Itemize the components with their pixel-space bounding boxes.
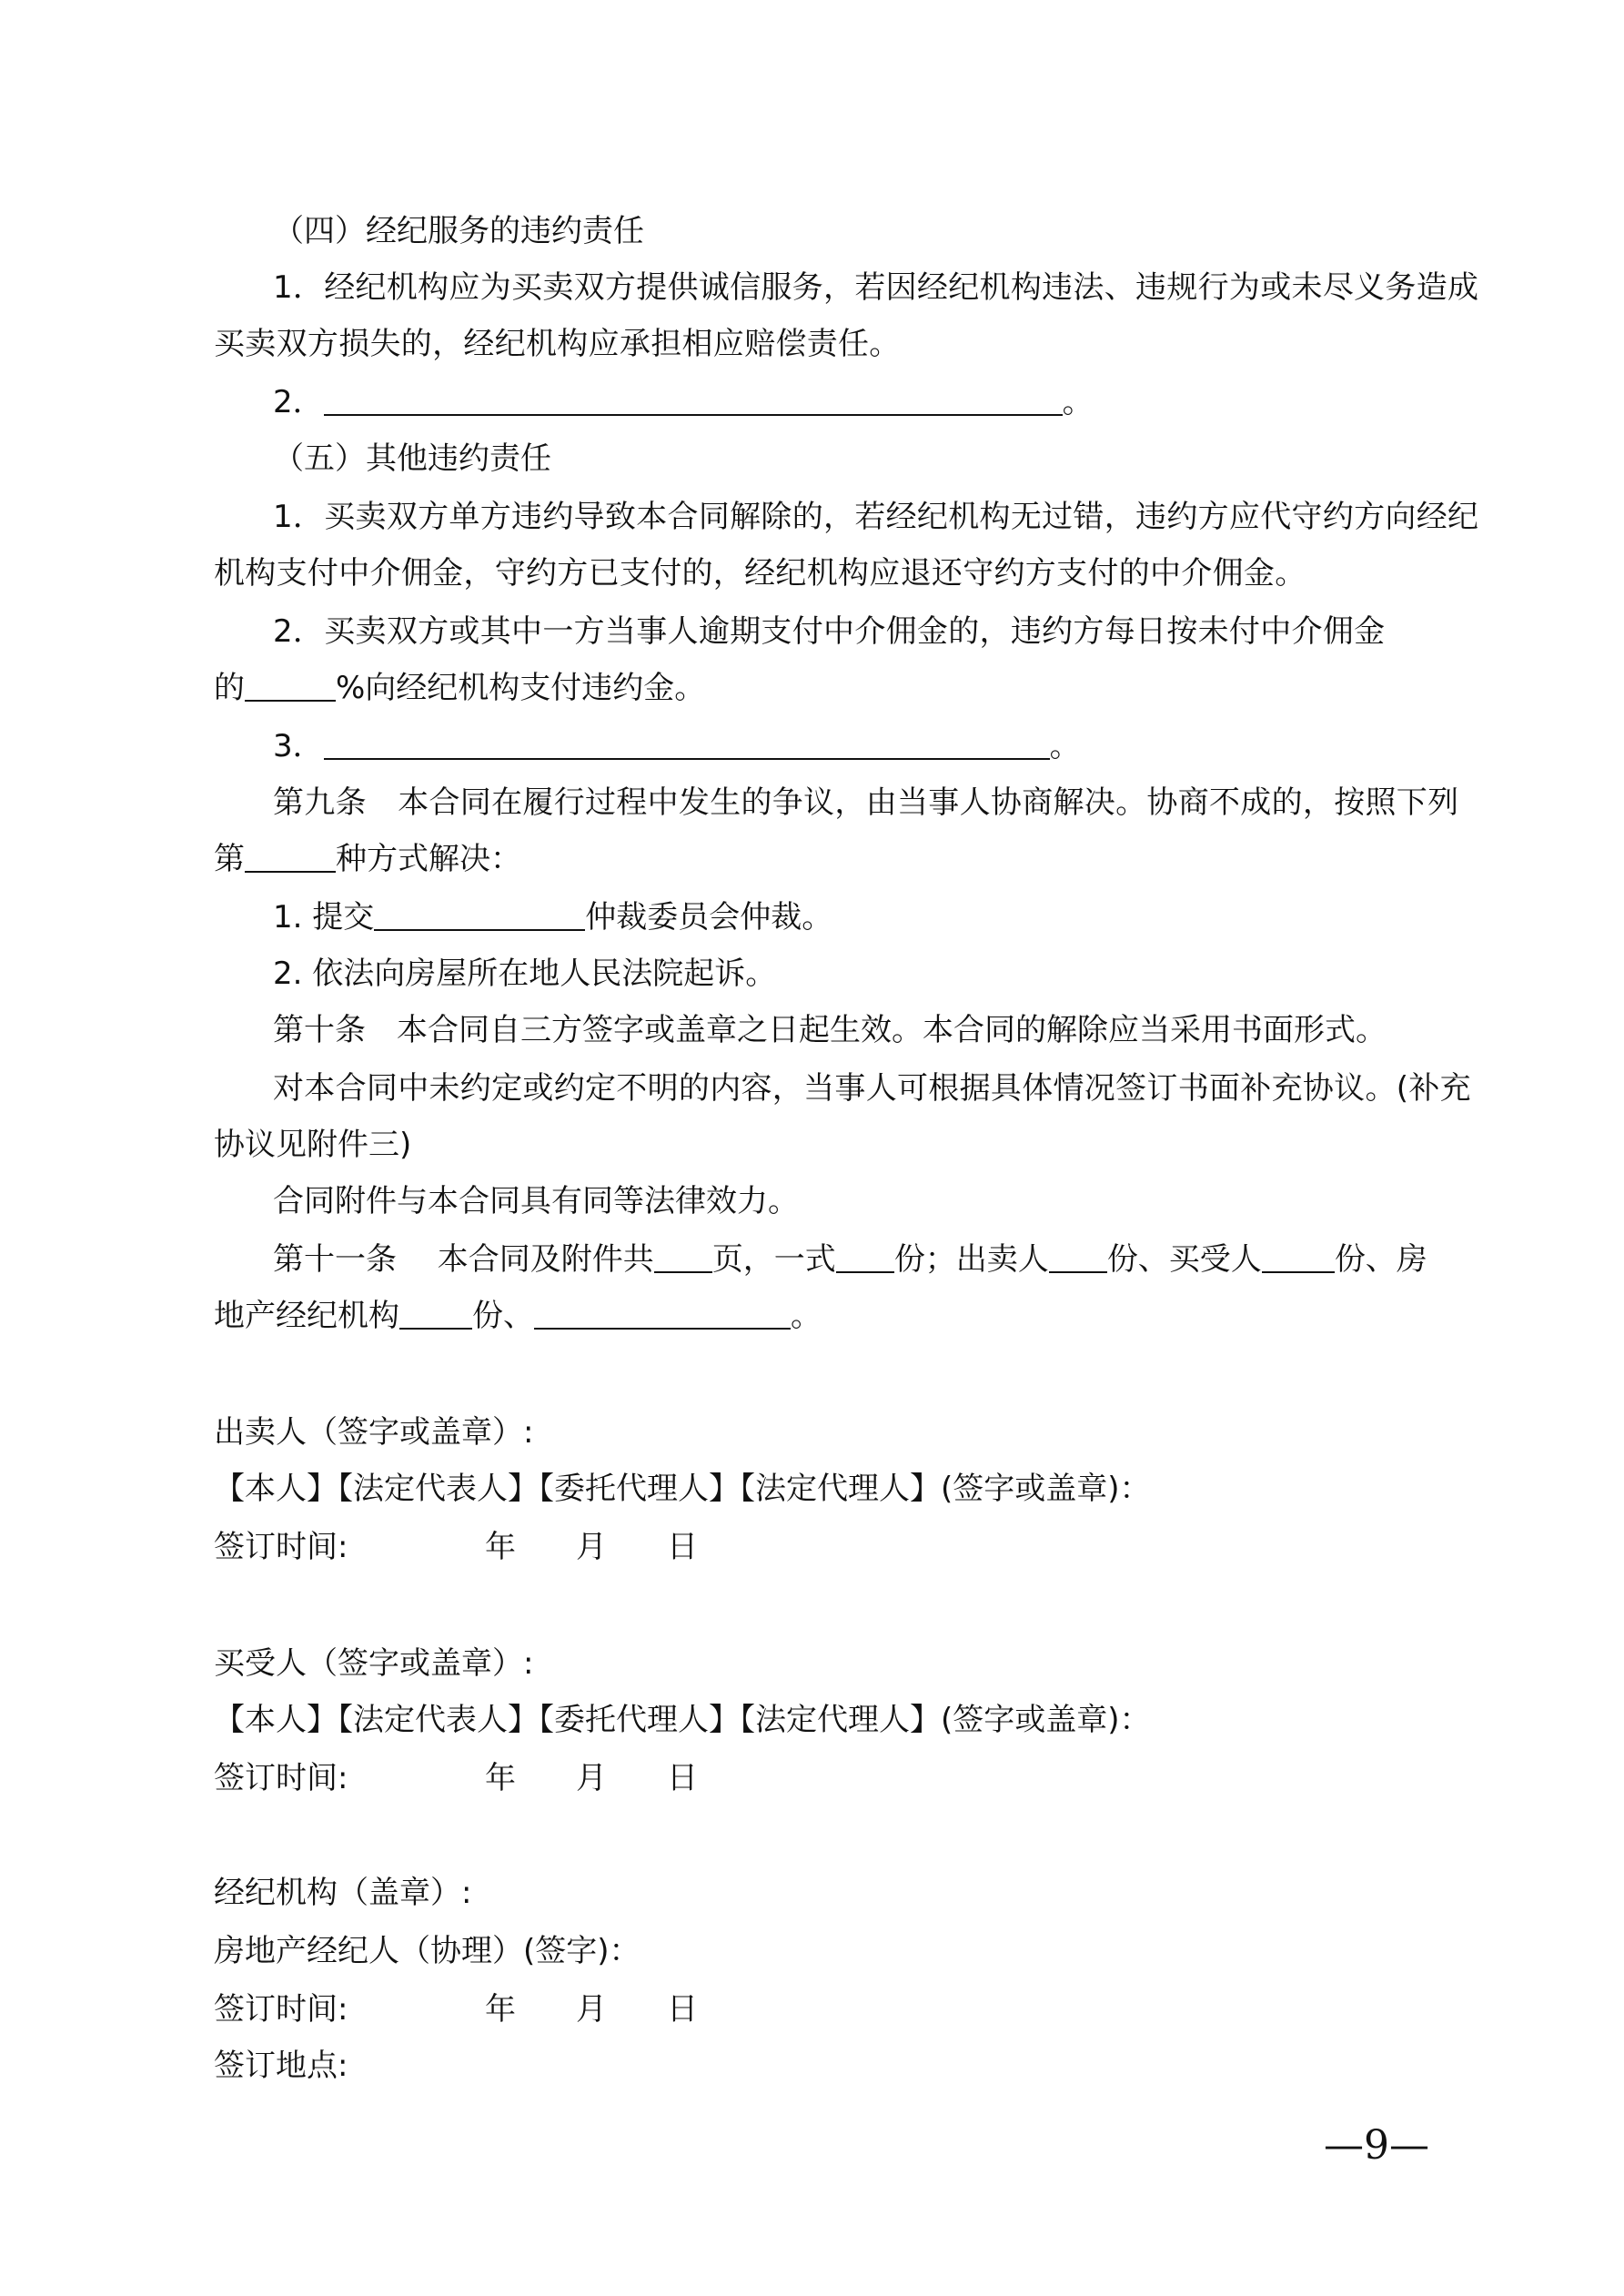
text: 份、买受人 — [1106, 1241, 1262, 1278]
fill-in-line — [273, 897, 832, 937]
article-line: 第十条 本合同自三方签字或盖章之日起生效。本合同的解除应当采用书面形式。 — [273, 1012, 1387, 1048]
text: 第十一条 本合同及附件共 — [273, 1241, 654, 1278]
blank-field[interactable] — [1262, 1244, 1335, 1273]
paragraph-line: 1．经纪机构应为买卖双方提供诚信服务，若因经纪机构违法、违规行为或未尽义务造成 — [273, 269, 1479, 306]
fill-in-line — [214, 1296, 822, 1336]
day-label: 日 — [667, 1760, 698, 1796]
blank-field[interactable] — [1049, 1244, 1107, 1273]
month-label: 月 — [576, 1760, 607, 1796]
paragraph-line: 对本合同中未约定或约定不明的内容，当事人可根据具体情况签订书面补充协议。(补充 — [273, 1070, 1471, 1107]
text: 页，一式 — [711, 1241, 836, 1278]
month-label: 月 — [576, 1529, 607, 1565]
paragraph-line: 机构支付中介佣金，守约方已支付的，经纪机构应退还守约方支付的中介佣金。 — [214, 555, 1306, 592]
blank-field[interactable] — [534, 1300, 791, 1330]
blank-field[interactable] — [245, 844, 336, 873]
section-heading: （五）其他违约责任 — [273, 440, 551, 477]
buyer-role-options: 【本人】【法定代表人】【委托代理人】【法定代理人】(签字或盖章)： — [214, 1702, 1151, 1738]
seller-signature-label: 出卖人（签字或盖章）: — [214, 1414, 534, 1451]
buyer-signature-label: 买受人（签字或盖章）: — [214, 1645, 534, 1682]
text: %向经纪机构支付违约金。 — [336, 670, 706, 706]
seller-date-row — [214, 1527, 698, 1567]
agent-signature-label: 房地产经纪人（协理）(签字)： — [214, 1933, 641, 1969]
paragraph-line: 1．买卖双方单方违约导致本合同解除的，若经纪机构无过错，违约方应代守约方向经纪 — [273, 499, 1479, 535]
section-heading: （四）经纪服务的违约责任 — [273, 213, 644, 249]
item-number: 2． — [273, 384, 324, 420]
text: 仲裁委员会仲裁。 — [585, 899, 833, 936]
text: 。 — [791, 1298, 822, 1334]
text: 份；出卖人 — [893, 1241, 1049, 1278]
text: 的 — [214, 670, 245, 706]
text: 第 — [214, 841, 245, 877]
month-label: 月 — [576, 1991, 607, 2028]
item-number: 3． — [273, 728, 324, 764]
buyer-date-row — [214, 1758, 698, 1798]
text: 份、房 — [1334, 1241, 1427, 1278]
blank-field[interactable] — [654, 1244, 712, 1273]
blank-field[interactable] — [374, 902, 585, 931]
blank-field[interactable] — [324, 731, 1050, 760]
fill-in-line — [273, 726, 1081, 766]
day-label: 日 — [667, 1529, 698, 1565]
date-label: 签订时间: — [214, 1760, 348, 1796]
paragraph-line: 2. 依法向房屋所在地人民法院起诉。 — [273, 956, 777, 992]
blank-field[interactable] — [245, 673, 336, 702]
year-label: 年 — [485, 1529, 516, 1565]
text: 1. 提交 — [273, 899, 375, 936]
date-label: 签订时间: — [214, 1529, 348, 1565]
signing-place-label: 签订地点: — [214, 2048, 348, 2084]
agency-seal-label: 经纪机构（盖章）: — [214, 1875, 472, 1911]
fill-in-line — [273, 1239, 1427, 1279]
fill-in-line — [214, 839, 521, 879]
blank-field[interactable] — [324, 387, 1063, 416]
fill-in-line — [214, 668, 705, 708]
year-label: 年 — [485, 1760, 516, 1796]
seller-role-options: 【本人】【法定代表人】【委托代理人】【法定代理人】(签字或盖章)： — [214, 1471, 1151, 1507]
blank-field[interactable] — [836, 1244, 894, 1273]
paragraph-line: 买卖双方损失的，经纪机构应承担相应赔偿责任。 — [214, 326, 901, 362]
text: 地产经纪机构 — [214, 1298, 399, 1334]
paragraph-line: 合同附件与本合同具有同等法律效力。 — [273, 1183, 799, 1219]
year-label: 年 — [485, 1991, 516, 2028]
article-line: 第九条 本合同在履行过程中发生的争议，由当事人协商解决。协商不成的，按照下列 — [273, 784, 1459, 821]
text: 份、 — [472, 1298, 534, 1334]
fill-in-line — [273, 382, 1094, 422]
page-number: —9— — [1324, 2122, 1429, 2169]
date-label: 签订时间: — [214, 1991, 348, 2028]
text: 种方式解决： — [336, 841, 521, 877]
period: 。 — [1062, 384, 1094, 420]
agency-date-row — [214, 1989, 698, 2029]
paragraph-line: 2．买卖双方或其中一方当事人逾期支付中介佣金的，违约方每日按未付中介佣金 — [273, 613, 1386, 650]
period: 。 — [1049, 728, 1081, 764]
day-label: 日 — [667, 1991, 698, 2028]
blank-field[interactable] — [399, 1300, 472, 1330]
paragraph-line: 协议见附件三) — [214, 1127, 412, 1163]
